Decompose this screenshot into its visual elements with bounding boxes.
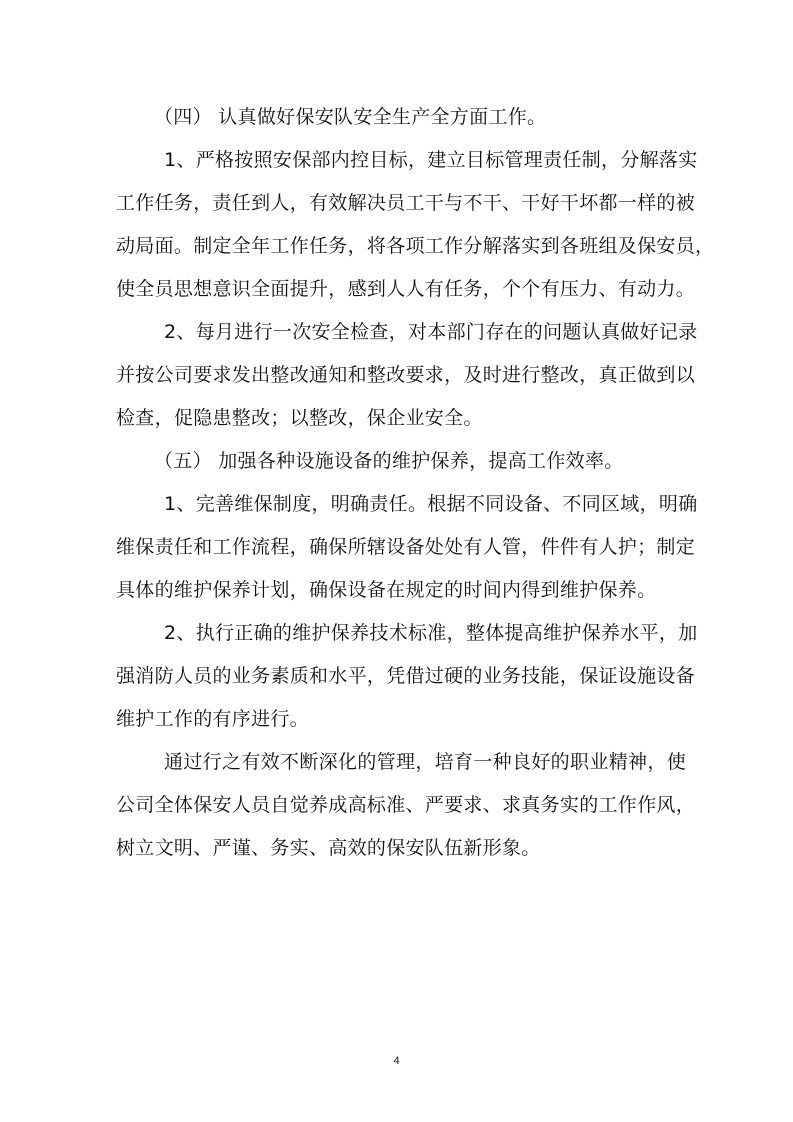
paragraph-line: 维保责任和工作流程，确保所辖设备处处有人管，件件有人护；制定 <box>116 536 696 558</box>
paragraph-line: 公司全体保安人员自觉养成高标准、严要求、求真务实的工作作风， <box>116 794 696 816</box>
paragraph-line: 动局面。制定全年工作任务，将各项工作分解落实到各班组及保安员， <box>116 235 715 257</box>
paragraph-line: 2、每月进行一次安全检查，对本部门存在的问题认真做好记录 <box>164 321 698 343</box>
paragraph-line: 树立文明、严谨、务实、高效的保安队伍新形象。 <box>116 837 541 859</box>
section-heading-4: （四） 认真做好保安队安全生产全方面工作。 <box>154 106 547 128</box>
page-number: 4 <box>393 1055 400 1067</box>
paragraph-line: 使全员思想意识全面提升，感到人人有任务，个个有压力、有动力。 <box>116 278 696 300</box>
section-heading-5: （五） 加强各种设施设备的维护保养，提高工作效率。 <box>154 450 624 472</box>
paragraph-line: 2、执行正确的维护保养技术标准，整体提高维护保养水平，加 <box>164 622 698 644</box>
paragraph-line: 检查，促隐患整改；以整改，保企业安全。 <box>116 407 483 429</box>
paragraph-line: 强消防人员的业务素质和水平，凭借过硬的业务技能，保证设施设备 <box>116 665 696 687</box>
document-body <box>116 96 715 870</box>
paragraph-line: 工作任务，责任到人，有效解决员工干与不干、干好干坏都一样的被 <box>116 192 696 214</box>
paragraph-line: 具体的维护保养计划，确保设备在规定的时间内得到维护保养。 <box>116 579 657 601</box>
paragraph-line: 1、完善维保制度，明确责任。根据不同设备、不同区域，明确 <box>164 493 698 515</box>
paragraph-line: 维护工作的有序进行。 <box>116 708 310 730</box>
paragraph-line: 通过行之有效不断深化的管理，培育一种良好的职业精神，使 <box>164 751 686 773</box>
paragraph-line: 1、严格按照安保部内控目标，建立目标管理责任制，分解落实 <box>164 149 698 171</box>
paragraph-line: 并按公司要求发出整改通知和整改要求，及时进行整改，真正做到以 <box>116 364 696 386</box>
